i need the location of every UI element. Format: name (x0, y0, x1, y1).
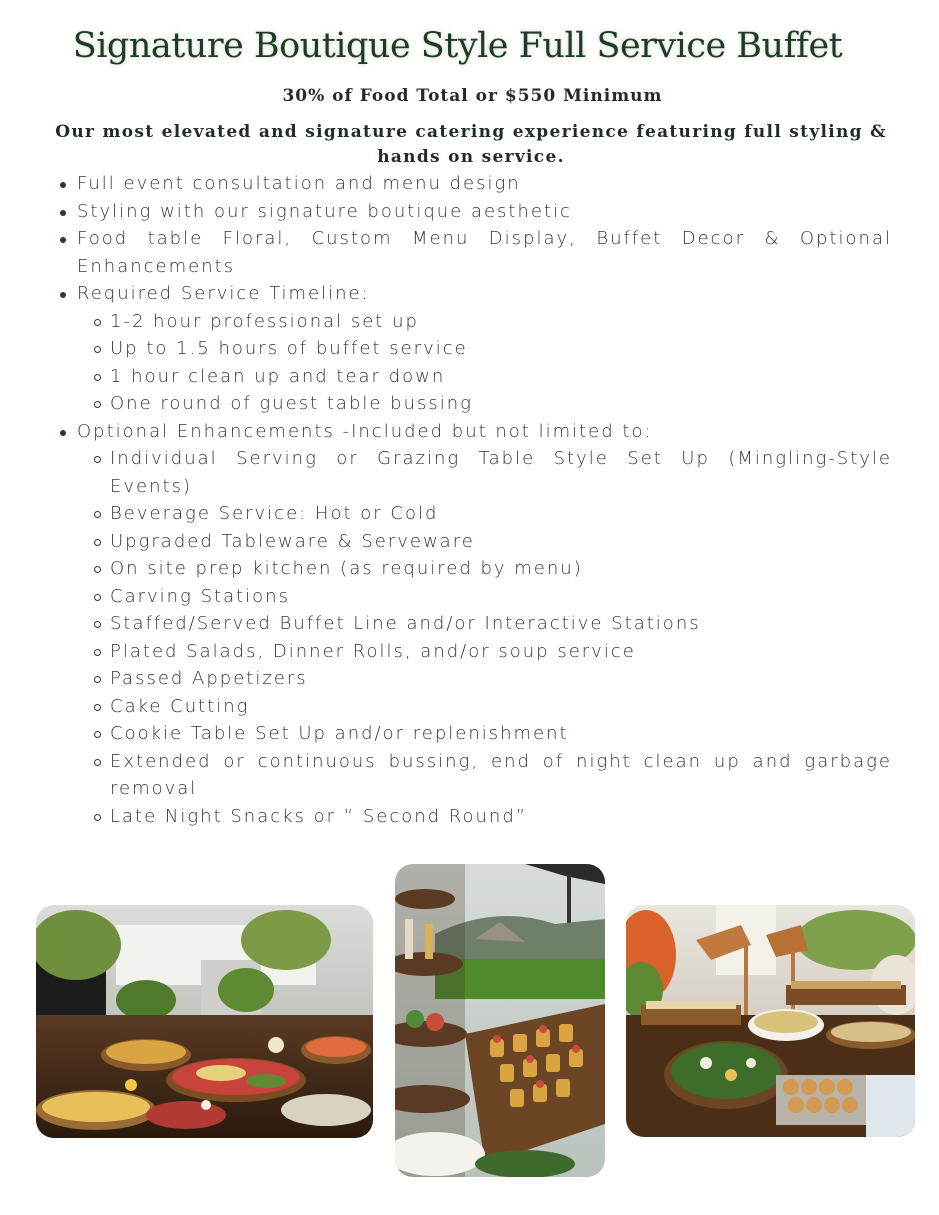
sublist-item (77, 748, 892, 803)
enhancements-sublist (77, 445, 892, 830)
sublist-item (77, 445, 892, 500)
sublist-item-text: 1 hour clean up and tear down (110, 365, 446, 387)
sublist-item-text: One round of guest table bussing (110, 393, 473, 414)
list-item-timeline (60, 280, 892, 418)
sublist-item (77, 665, 892, 693)
sublist-item-text: Beverage Service: Hot or Cold (110, 503, 439, 524)
timeline-sublist (77, 308, 892, 418)
sublist-item-text: Plated Salads, Dinner Rolls, and/or soup service (110, 640, 636, 662)
sublist-item (77, 363, 892, 391)
list-item-text: Food table Floral, Custom Menu Display, Buffet Decor & Optional Enhancements (77, 228, 892, 277)
sublist-item-text: Passed Appetizers (110, 668, 308, 689)
sublist-item (77, 500, 892, 528)
buffet-photo-carving-station (626, 905, 915, 1137)
sublist-item (77, 693, 892, 721)
grazing-table-illustration (36, 905, 373, 1138)
sublist-item-text: Late Night Snacks or “ Second Round” (110, 805, 528, 827)
sublist-item (77, 720, 892, 748)
list-item-text: Styling with our signature boutique aesthetic (77, 200, 572, 222)
feature-list (60, 170, 892, 830)
sublist-item (77, 390, 892, 418)
list-item-text: Optional Enhancements -Included but not limited to: (77, 420, 653, 442)
buffet-photo-grazing-table (36, 905, 373, 1138)
sublist-item (77, 638, 892, 666)
list-item-text: Required Service Timeline: (77, 283, 370, 304)
list-item-enhancements (60, 418, 892, 831)
sublist-item (77, 583, 892, 611)
sublist-item-text: Upgraded Tableware & Serveware (110, 530, 475, 552)
sublist-item-text: Individual Serving or Grazing Table Style Set Up (Mingling-Style Events) (110, 448, 892, 497)
sublist-item-text: Extended or continuous bussing, end of night clean up and garbage removal (110, 750, 892, 799)
sublist-item (77, 610, 892, 638)
list-item-text: Full event consultation and menu design (77, 173, 521, 194)
intro-text: Our most elevated and signature catering experience featuring full styling & hands on service. (55, 122, 887, 167)
list-item (60, 170, 892, 198)
sublist-item-text: On site prep kitchen (as required by menu) (110, 558, 583, 579)
sublist-item-text: Cake Cutting (110, 695, 250, 717)
pricing-line: 30% of Food Total or $550 Minimum (282, 86, 663, 106)
sublist-item-text: Up to 1.5 hours of buffet service (110, 338, 468, 359)
sublist-item-text: Carving Stations (110, 585, 290, 607)
sublist-item-text: Cookie Table Set Up and/or replenishment (110, 723, 569, 744)
sublist-item (77, 803, 892, 831)
carving-station-illustration (626, 905, 915, 1137)
sublist-item-text: Staffed/Served Buffet Line and/or Interactive Stations (110, 613, 701, 634)
sublist-item (77, 555, 892, 583)
sublist-item (77, 335, 892, 363)
outdoor-display-illustration (395, 864, 605, 1177)
sublist-item (77, 308, 892, 336)
page-title: Signature Boutique Style Full Service Buffet (72, 26, 843, 66)
sublist-item-text: 1-2 hour professional set up (110, 310, 419, 332)
list-item (60, 198, 892, 226)
list-item (60, 225, 892, 280)
sublist-item (77, 528, 892, 556)
buffet-photo-outdoor-display (395, 864, 605, 1177)
